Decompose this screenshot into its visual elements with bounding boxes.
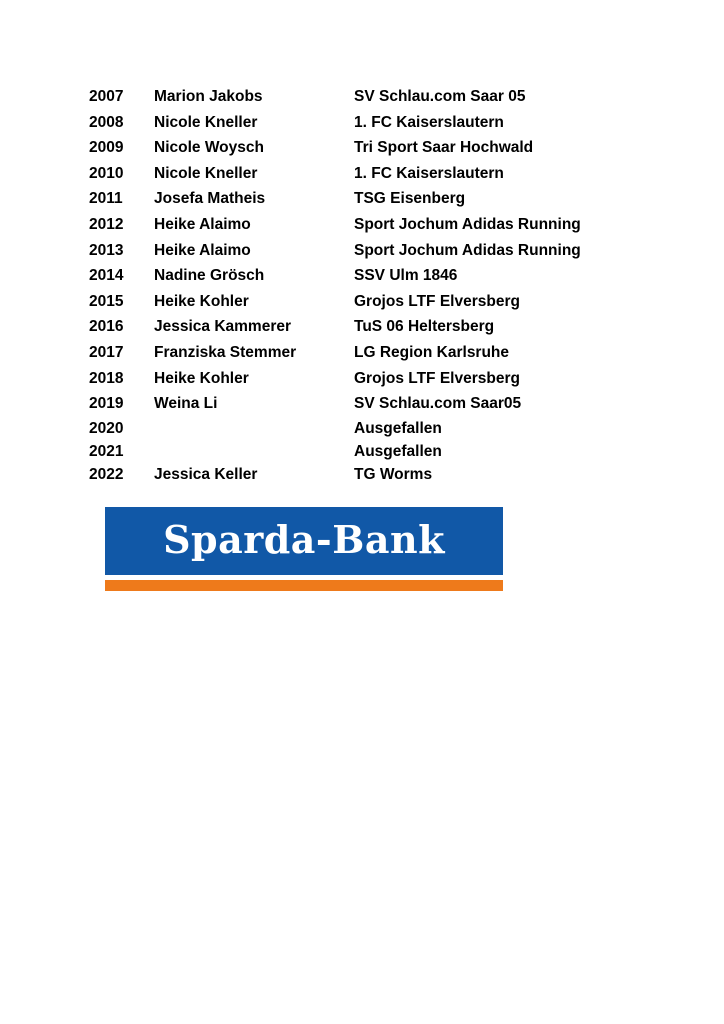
name-cell: Jessica Keller [154, 465, 258, 483]
name-cell: Nicole Woysch [154, 139, 264, 157]
year-cell: 2013 [89, 241, 124, 259]
year-cell: 2011 [89, 190, 123, 208]
year-cell: 2008 [89, 113, 124, 131]
name-cell: Nicole Kneller [154, 113, 258, 131]
year-cell: 2014 [89, 267, 124, 285]
club-cell: Grojos LTF Elversberg [354, 292, 520, 310]
logo-wordmark: Sparda-Bank [163, 516, 445, 562]
club-cell: SV Schlau.com Saar 05 [354, 88, 526, 105]
name-cell: Heike Kohler [154, 292, 249, 310]
year-cell: 2018 [89, 369, 124, 387]
year-cell: 2007 [89, 88, 124, 105]
club-cell: Ausgefallen [354, 442, 442, 460]
name-cell: Franziska Stemmer [154, 343, 297, 361]
club-cell: SSV Ulm 1846 [354, 267, 458, 285]
club-cell: TSG Eisenberg [354, 190, 466, 208]
name-cell: Weina Li [154, 395, 218, 413]
sparda-bank-logo [105, 507, 503, 591]
year-cell: 2010 [89, 164, 124, 182]
club-cell: Ausgefallen [354, 419, 442, 437]
club-cell: 1. FC Kaiserslautern [354, 113, 504, 131]
club-cell: Grojos LTF Elversberg [354, 369, 520, 387]
name-cell: Nadine Grösch [154, 267, 265, 285]
club-cell: Sport Jochum Adidas Running [354, 215, 581, 233]
year-cell: 2012 [89, 215, 124, 233]
year-cell: 2015 [89, 292, 124, 310]
logo-orange-stripe [105, 580, 503, 591]
club-cell: Tri Sport Saar Hochwald [354, 139, 534, 157]
club-cell: LG Region Karlsruhe [354, 343, 510, 361]
logo-blue-panel [105, 507, 503, 575]
name-cell: Heike Alaimo [154, 215, 251, 233]
club-cell: Sport Jochum Adidas Running [354, 241, 581, 259]
year-cell: 2016 [89, 318, 124, 336]
year-cell: 2009 [89, 139, 124, 157]
club-cell: 1. FC Kaiserslautern [354, 164, 504, 182]
name-cell: Marion Jakobs [154, 88, 263, 105]
name-cell: Jessica Kammerer [154, 318, 292, 336]
year-cell: 2019 [89, 395, 124, 413]
name-cell: Josefa Matheis [154, 190, 266, 208]
year-cell: 2021 [89, 442, 124, 460]
club-cell: TG Worms [354, 465, 433, 483]
year-cell: 2020 [89, 419, 124, 437]
name-cell: Nicole Kneller [154, 164, 258, 182]
club-cell: TuS 06 Heltersberg [354, 318, 495, 336]
name-cell: Heike Kohler [154, 369, 249, 387]
name-cell: Heike Alaimo [154, 241, 251, 259]
year-cell: 2017 [89, 343, 124, 361]
club-cell: SV Schlau.com Saar05 [354, 395, 522, 413]
year-cell: 2022 [89, 465, 124, 483]
